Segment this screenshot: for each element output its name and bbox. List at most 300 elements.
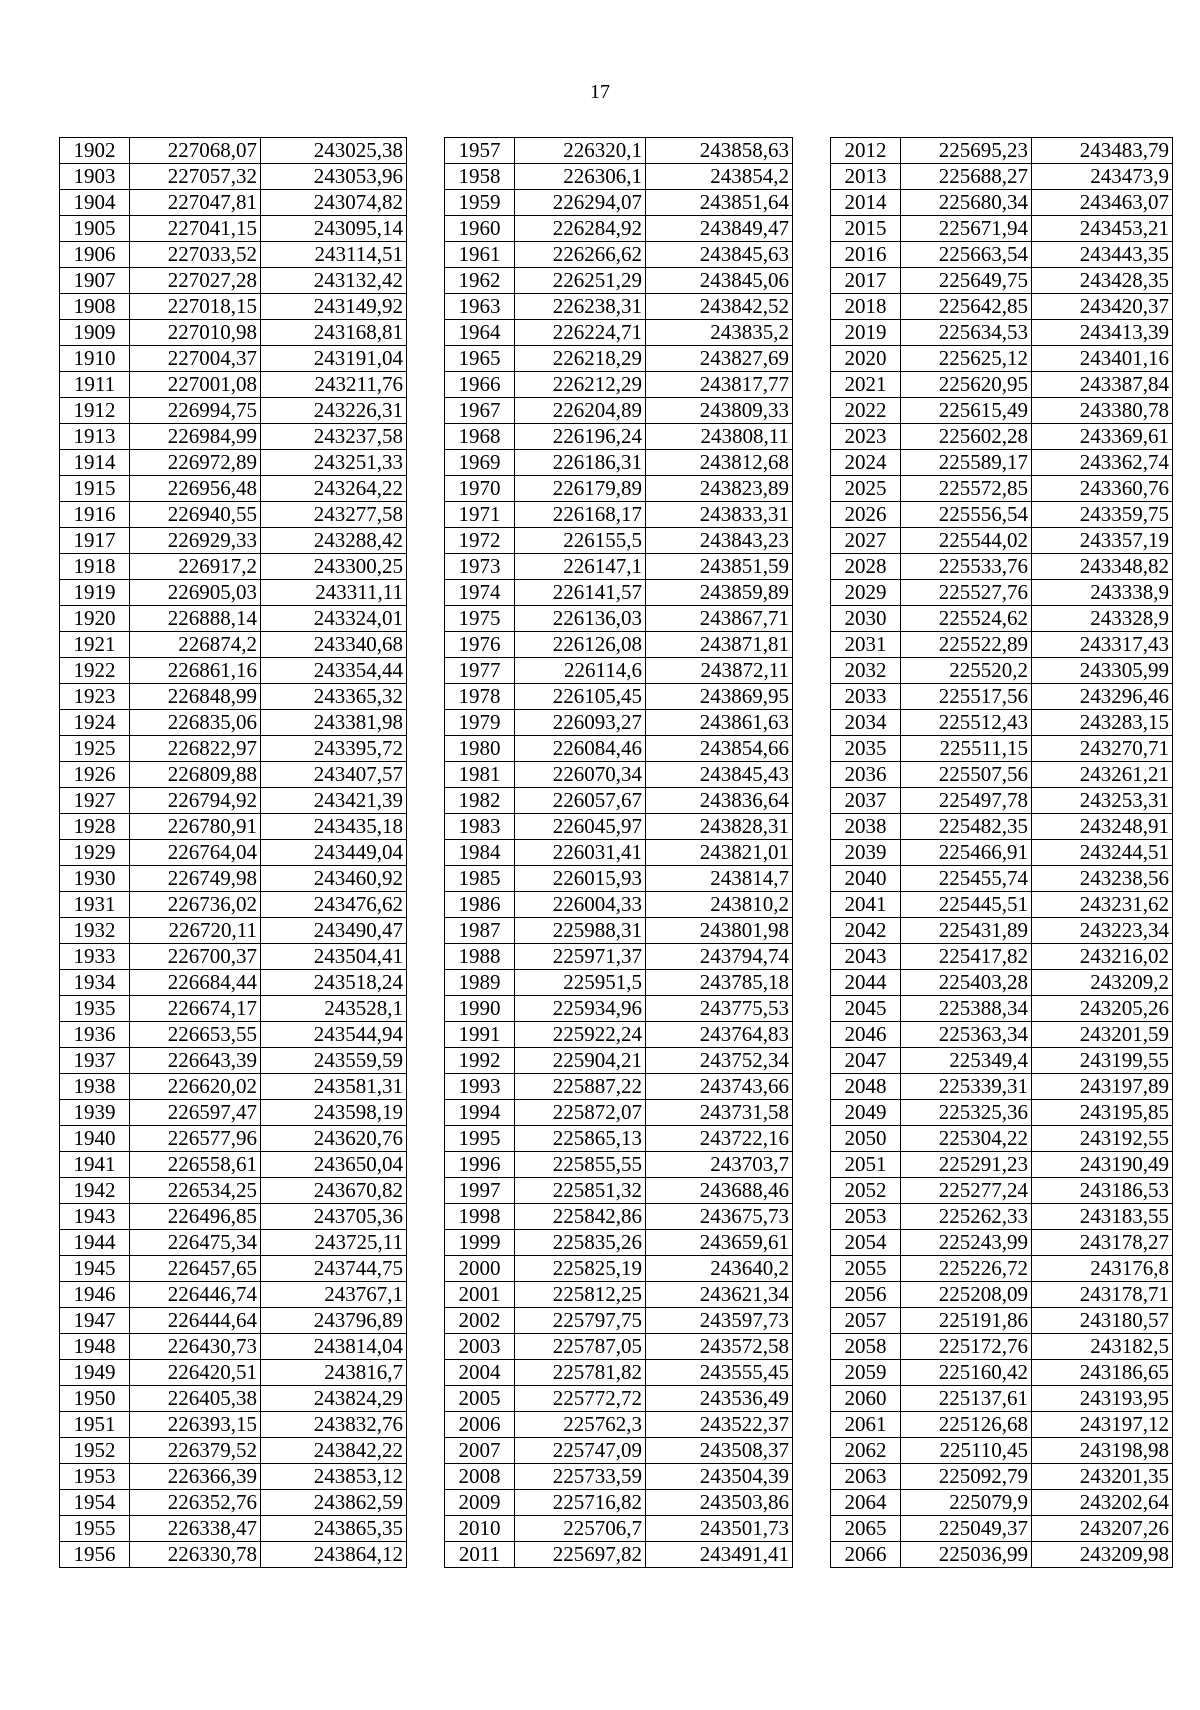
y-coordinate-cell: 243354,44 (261, 658, 407, 684)
y-coordinate-cell: 243859,89 (646, 580, 793, 606)
x-coordinate-cell: 225951,5 (515, 970, 646, 996)
x-coordinate-cell: 226070,34 (515, 762, 646, 788)
point-number-cell: 1929 (60, 840, 130, 866)
table-row (831, 580, 1173, 606)
y-coordinate-cell: 243186,65 (1032, 1360, 1173, 1386)
table-row (831, 294, 1173, 320)
x-coordinate-cell: 226984,99 (130, 424, 261, 450)
x-coordinate-cell: 226168,17 (515, 502, 646, 528)
x-coordinate-cell: 226940,55 (130, 502, 261, 528)
table-row (60, 1204, 407, 1230)
point-number-cell: 1965 (445, 346, 515, 372)
x-coordinate-cell: 226780,91 (130, 814, 261, 840)
point-number-cell: 1984 (445, 840, 515, 866)
y-coordinate-cell: 243270,71 (1032, 736, 1173, 762)
point-number-cell: 2012 (831, 138, 901, 164)
y-coordinate-cell: 243824,29 (261, 1386, 407, 1412)
y-coordinate-cell: 243851,59 (646, 554, 793, 580)
y-coordinate-cell: 243620,76 (261, 1126, 407, 1152)
x-coordinate-cell: 225126,68 (901, 1412, 1032, 1438)
x-coordinate-cell: 225520,2 (901, 658, 1032, 684)
y-coordinate-cell: 243821,01 (646, 840, 793, 866)
table-row (60, 450, 407, 476)
table-row (445, 580, 793, 606)
y-coordinate-cell: 243449,04 (261, 840, 407, 866)
point-number-cell: 1999 (445, 1230, 515, 1256)
x-coordinate-cell: 225835,26 (515, 1230, 646, 1256)
point-number-cell: 1981 (445, 762, 515, 788)
table-row (445, 1542, 793, 1568)
y-coordinate-cell: 243794,74 (646, 944, 793, 970)
y-coordinate-cell: 243348,82 (1032, 554, 1173, 580)
y-coordinate-cell: 243095,14 (261, 216, 407, 242)
table-row (831, 372, 1173, 398)
point-number-cell: 2049 (831, 1100, 901, 1126)
point-number-cell: 1922 (60, 658, 130, 684)
y-coordinate-cell: 243205,26 (1032, 996, 1173, 1022)
page-number: 17 (590, 81, 610, 103)
point-number-cell: 2038 (831, 814, 901, 840)
point-number-cell: 2022 (831, 398, 901, 424)
point-number-cell: 2018 (831, 294, 901, 320)
x-coordinate-cell: 226888,14 (130, 606, 261, 632)
point-number-cell: 1906 (60, 242, 130, 268)
point-number-cell: 2031 (831, 632, 901, 658)
y-coordinate-cell: 243522,37 (646, 1412, 793, 1438)
x-coordinate-cell: 226251,29 (515, 268, 646, 294)
point-number-cell: 1902 (60, 138, 130, 164)
y-coordinate-cell: 243231,62 (1032, 892, 1173, 918)
x-coordinate-cell: 226994,75 (130, 398, 261, 424)
x-coordinate-cell: 226929,33 (130, 528, 261, 554)
table-row (831, 814, 1173, 840)
x-coordinate-cell: 226972,89 (130, 450, 261, 476)
y-coordinate-cell: 243443,35 (1032, 242, 1173, 268)
x-coordinate-cell: 226338,47 (130, 1516, 261, 1542)
x-coordinate-cell: 226004,33 (515, 892, 646, 918)
table-row (445, 1022, 793, 1048)
point-number-cell: 1985 (445, 866, 515, 892)
y-coordinate-cell: 243201,35 (1032, 1464, 1173, 1490)
x-coordinate-cell: 227018,15 (130, 294, 261, 320)
point-number-cell: 2050 (831, 1126, 901, 1152)
y-coordinate-cell: 243407,57 (261, 762, 407, 788)
point-number-cell: 2045 (831, 996, 901, 1022)
y-coordinate-cell: 243190,49 (1032, 1152, 1173, 1178)
point-number-cell: 1903 (60, 164, 130, 190)
table-row (60, 1334, 407, 1360)
x-coordinate-cell: 226212,29 (515, 372, 646, 398)
table-row (445, 1282, 793, 1308)
table-row (60, 1152, 407, 1178)
table-row (831, 1256, 1173, 1282)
table-row (831, 1542, 1173, 1568)
table-row (445, 1516, 793, 1542)
y-coordinate-cell: 243814,04 (261, 1334, 407, 1360)
x-coordinate-cell: 225544,02 (901, 528, 1032, 554)
x-coordinate-cell: 225110,45 (901, 1438, 1032, 1464)
x-coordinate-cell: 225533,76 (901, 554, 1032, 580)
table-row (60, 1048, 407, 1074)
table-row (831, 268, 1173, 294)
table-body (445, 138, 793, 1568)
y-coordinate-cell: 243503,86 (646, 1490, 793, 1516)
x-coordinate-cell: 225589,17 (901, 450, 1032, 476)
x-coordinate-cell: 226057,67 (515, 788, 646, 814)
y-coordinate-cell: 243114,51 (261, 242, 407, 268)
x-coordinate-cell: 227033,52 (130, 242, 261, 268)
x-coordinate-cell: 226186,31 (515, 450, 646, 476)
x-coordinate-cell: 225855,55 (515, 1152, 646, 1178)
x-coordinate-cell: 226653,55 (130, 1022, 261, 1048)
point-number-cell: 1993 (445, 1074, 515, 1100)
x-coordinate-cell: 226266,62 (515, 242, 646, 268)
table-row (831, 1074, 1173, 1100)
point-number-cell: 1982 (445, 788, 515, 814)
table-row (60, 138, 407, 164)
y-coordinate-cell: 243178,27 (1032, 1230, 1173, 1256)
y-coordinate-cell: 243176,8 (1032, 1256, 1173, 1282)
x-coordinate-cell: 226720,11 (130, 918, 261, 944)
x-coordinate-cell: 226045,97 (515, 814, 646, 840)
point-number-cell: 1927 (60, 788, 130, 814)
point-number-cell: 2010 (445, 1516, 515, 1542)
point-number-cell: 2043 (831, 944, 901, 970)
point-number-cell: 1991 (445, 1022, 515, 1048)
table-row (445, 528, 793, 554)
x-coordinate-cell: 225497,78 (901, 788, 1032, 814)
y-coordinate-cell: 243191,04 (261, 346, 407, 372)
point-number-cell: 2024 (831, 450, 901, 476)
table-row (60, 814, 407, 840)
x-coordinate-cell: 225922,24 (515, 1022, 646, 1048)
point-number-cell: 1976 (445, 632, 515, 658)
table-row (60, 242, 407, 268)
x-coordinate-cell: 226496,85 (130, 1204, 261, 1230)
x-coordinate-cell: 225642,85 (901, 294, 1032, 320)
point-number-cell: 1973 (445, 554, 515, 580)
point-number-cell: 2055 (831, 1256, 901, 1282)
point-number-cell: 1917 (60, 528, 130, 554)
table-row (60, 762, 407, 788)
x-coordinate-cell: 225671,94 (901, 216, 1032, 242)
x-coordinate-cell: 226577,96 (130, 1126, 261, 1152)
x-coordinate-cell: 225747,09 (515, 1438, 646, 1464)
table-row (60, 528, 407, 554)
point-number-cell: 1936 (60, 1022, 130, 1048)
table-row (60, 580, 407, 606)
table-row (445, 684, 793, 710)
x-coordinate-cell: 225036,99 (901, 1542, 1032, 1568)
point-number-cell: 2033 (831, 684, 901, 710)
point-number-cell: 2054 (831, 1230, 901, 1256)
y-coordinate-cell: 243810,2 (646, 892, 793, 918)
point-number-cell: 2063 (831, 1464, 901, 1490)
x-coordinate-cell: 225524,62 (901, 606, 1032, 632)
y-coordinate-cell: 243360,76 (1032, 476, 1173, 502)
table-row (445, 1256, 793, 1282)
point-number-cell: 1938 (60, 1074, 130, 1100)
y-coordinate-cell: 243842,22 (261, 1438, 407, 1464)
y-coordinate-cell: 243288,42 (261, 528, 407, 554)
table-row (445, 1204, 793, 1230)
point-number-cell: 2015 (831, 216, 901, 242)
point-number-cell: 2009 (445, 1490, 515, 1516)
x-coordinate-cell: 225625,12 (901, 346, 1032, 372)
table-row (831, 944, 1173, 970)
x-coordinate-cell: 225191,86 (901, 1308, 1032, 1334)
x-coordinate-cell: 225079,9 (901, 1490, 1032, 1516)
y-coordinate-cell: 243025,38 (261, 138, 407, 164)
table-row (445, 996, 793, 1022)
point-number-cell: 2041 (831, 892, 901, 918)
y-coordinate-cell: 243835,2 (646, 320, 793, 346)
point-number-cell: 1962 (445, 268, 515, 294)
point-number-cell: 1972 (445, 528, 515, 554)
y-coordinate-cell: 243752,34 (646, 1048, 793, 1074)
x-coordinate-cell: 225522,89 (901, 632, 1032, 658)
y-coordinate-cell: 243817,77 (646, 372, 793, 398)
y-coordinate-cell: 243182,5 (1032, 1334, 1173, 1360)
point-number-cell: 1968 (445, 424, 515, 450)
table-row (445, 502, 793, 528)
point-number-cell: 1980 (445, 736, 515, 762)
table-row (831, 1126, 1173, 1152)
y-coordinate-cell: 243253,31 (1032, 788, 1173, 814)
y-coordinate-cell: 243453,21 (1032, 216, 1173, 242)
y-coordinate-cell: 243201,59 (1032, 1022, 1173, 1048)
y-coordinate-cell: 243555,45 (646, 1360, 793, 1386)
y-coordinate-cell: 243340,68 (261, 632, 407, 658)
point-number-cell: 1994 (445, 1100, 515, 1126)
x-coordinate-cell: 226114,6 (515, 658, 646, 684)
table-row (445, 1334, 793, 1360)
y-coordinate-cell: 243401,16 (1032, 346, 1173, 372)
y-coordinate-cell: 243277,58 (261, 502, 407, 528)
y-coordinate-cell: 243504,39 (646, 1464, 793, 1490)
point-number-cell: 1924 (60, 710, 130, 736)
table-row (831, 346, 1173, 372)
table-row (445, 1464, 793, 1490)
point-number-cell: 2006 (445, 1412, 515, 1438)
x-coordinate-cell: 226294,07 (515, 190, 646, 216)
y-coordinate-cell: 243862,59 (261, 1490, 407, 1516)
x-coordinate-cell: 225431,89 (901, 918, 1032, 944)
x-coordinate-cell: 225842,86 (515, 1204, 646, 1230)
table-row (445, 1308, 793, 1334)
table-row (60, 320, 407, 346)
y-coordinate-cell: 243365,32 (261, 684, 407, 710)
y-coordinate-cell: 243688,46 (646, 1178, 793, 1204)
point-number-cell: 1970 (445, 476, 515, 502)
point-number-cell: 1926 (60, 762, 130, 788)
x-coordinate-cell: 226736,02 (130, 892, 261, 918)
table-row (60, 502, 407, 528)
x-coordinate-cell: 225304,22 (901, 1126, 1032, 1152)
point-number-cell: 2021 (831, 372, 901, 398)
y-coordinate-cell: 243183,55 (1032, 1204, 1173, 1230)
y-coordinate-cell: 243328,9 (1032, 606, 1173, 632)
y-coordinate-cell: 243833,31 (646, 502, 793, 528)
table-row (60, 1126, 407, 1152)
y-coordinate-cell: 243722,16 (646, 1126, 793, 1152)
table-row (445, 1438, 793, 1464)
y-coordinate-cell: 243528,1 (261, 996, 407, 1022)
point-number-cell: 2040 (831, 866, 901, 892)
table-row (831, 918, 1173, 944)
table-row (60, 1022, 407, 1048)
point-number-cell: 1955 (60, 1516, 130, 1542)
x-coordinate-cell: 227068,07 (130, 138, 261, 164)
table-row (445, 1230, 793, 1256)
x-coordinate-cell: 225934,96 (515, 996, 646, 1022)
table-row (831, 138, 1173, 164)
point-number-cell: 1937 (60, 1048, 130, 1074)
point-number-cell: 1992 (445, 1048, 515, 1074)
y-coordinate-cell: 243490,47 (261, 918, 407, 944)
x-coordinate-cell: 225971,37 (515, 944, 646, 970)
table-row (831, 1438, 1173, 1464)
table-row (445, 164, 793, 190)
point-number-cell: 1940 (60, 1126, 130, 1152)
y-coordinate-cell: 243849,47 (646, 216, 793, 242)
point-number-cell: 1912 (60, 398, 130, 424)
table-row (60, 1282, 407, 1308)
x-coordinate-cell: 226446,74 (130, 1282, 261, 1308)
y-coordinate-cell: 243559,59 (261, 1048, 407, 1074)
y-coordinate-cell: 243491,41 (646, 1542, 793, 1568)
point-number-cell: 1997 (445, 1178, 515, 1204)
table-row (445, 294, 793, 320)
x-coordinate-cell: 226430,73 (130, 1334, 261, 1360)
x-coordinate-cell: 226597,47 (130, 1100, 261, 1126)
y-coordinate-cell: 243197,12 (1032, 1412, 1173, 1438)
x-coordinate-cell: 225507,56 (901, 762, 1032, 788)
y-coordinate-cell: 243871,81 (646, 632, 793, 658)
point-number-cell: 1907 (60, 268, 130, 294)
point-number-cell: 2052 (831, 1178, 901, 1204)
x-coordinate-cell: 226822,97 (130, 736, 261, 762)
x-coordinate-cell: 225762,3 (515, 1412, 646, 1438)
y-coordinate-cell: 243845,43 (646, 762, 793, 788)
point-number-cell: 2051 (831, 1152, 901, 1178)
point-number-cell: 1953 (60, 1464, 130, 1490)
table-row (60, 918, 407, 944)
point-number-cell: 1958 (445, 164, 515, 190)
table-row (445, 658, 793, 684)
y-coordinate-cell: 243211,76 (261, 372, 407, 398)
point-number-cell: 2060 (831, 1386, 901, 1412)
point-number-cell: 2032 (831, 658, 901, 684)
y-coordinate-cell: 243796,89 (261, 1308, 407, 1334)
y-coordinate-cell: 243197,89 (1032, 1074, 1173, 1100)
x-coordinate-cell: 226204,89 (515, 398, 646, 424)
y-coordinate-cell: 243845,63 (646, 242, 793, 268)
table-row (831, 970, 1173, 996)
x-coordinate-cell: 225572,85 (901, 476, 1032, 502)
y-coordinate-cell: 243296,46 (1032, 684, 1173, 710)
point-number-cell: 2025 (831, 476, 901, 502)
x-coordinate-cell: 225695,23 (901, 138, 1032, 164)
x-coordinate-cell: 226643,39 (130, 1048, 261, 1074)
point-number-cell: 1974 (445, 580, 515, 606)
y-coordinate-cell: 243536,49 (646, 1386, 793, 1412)
y-coordinate-cell: 243744,75 (261, 1256, 407, 1282)
x-coordinate-cell: 225663,54 (901, 242, 1032, 268)
x-coordinate-cell: 226084,46 (515, 736, 646, 762)
table-body (831, 138, 1173, 1568)
table-row (60, 866, 407, 892)
table-row (831, 684, 1173, 710)
point-number-cell: 2016 (831, 242, 901, 268)
table-row (831, 554, 1173, 580)
y-coordinate-cell: 243199,55 (1032, 1048, 1173, 1074)
x-coordinate-cell: 225277,24 (901, 1178, 1032, 1204)
y-coordinate-cell: 243380,78 (1032, 398, 1173, 424)
point-number-cell: 2000 (445, 1256, 515, 1282)
table-row (445, 372, 793, 398)
y-coordinate-cell: 243357,19 (1032, 528, 1173, 554)
point-number-cell: 1964 (445, 320, 515, 346)
point-number-cell: 1925 (60, 736, 130, 762)
point-number-cell: 1949 (60, 1360, 130, 1386)
table-row (445, 606, 793, 632)
y-coordinate-cell: 243428,35 (1032, 268, 1173, 294)
point-number-cell: 2028 (831, 554, 901, 580)
point-number-cell: 2035 (831, 736, 901, 762)
x-coordinate-cell: 225339,31 (901, 1074, 1032, 1100)
table-row (445, 190, 793, 216)
table-row (831, 710, 1173, 736)
point-number-cell: 2004 (445, 1360, 515, 1386)
x-coordinate-cell: 226105,45 (515, 684, 646, 710)
x-coordinate-cell: 227047,81 (130, 190, 261, 216)
table-row (831, 658, 1173, 684)
y-coordinate-cell: 243842,52 (646, 294, 793, 320)
point-number-cell: 1967 (445, 398, 515, 424)
table-row (60, 1516, 407, 1542)
point-number-cell: 2044 (831, 970, 901, 996)
x-coordinate-cell: 225602,28 (901, 424, 1032, 450)
table-row (60, 398, 407, 424)
table-row (831, 502, 1173, 528)
x-coordinate-cell: 226320,1 (515, 138, 646, 164)
y-coordinate-cell: 243814,7 (646, 866, 793, 892)
table-row (445, 268, 793, 294)
point-number-cell: 2039 (831, 840, 901, 866)
y-coordinate-cell: 243659,61 (646, 1230, 793, 1256)
table-row (445, 1412, 793, 1438)
x-coordinate-cell: 226684,44 (130, 970, 261, 996)
y-coordinate-cell: 243216,02 (1032, 944, 1173, 970)
x-coordinate-cell: 226093,27 (515, 710, 646, 736)
y-coordinate-cell: 243809,33 (646, 398, 793, 424)
y-coordinate-cell: 243869,95 (646, 684, 793, 710)
point-number-cell: 1959 (445, 190, 515, 216)
table-row (831, 424, 1173, 450)
point-number-cell: 2027 (831, 528, 901, 554)
point-number-cell: 2002 (445, 1308, 515, 1334)
table-row (445, 762, 793, 788)
y-coordinate-cell: 243317,43 (1032, 632, 1173, 658)
table-row (831, 840, 1173, 866)
table-row (60, 736, 407, 762)
x-coordinate-cell: 227010,98 (130, 320, 261, 346)
x-coordinate-cell: 225137,61 (901, 1386, 1032, 1412)
table-row (445, 814, 793, 840)
table-row (831, 528, 1173, 554)
table-row (60, 1230, 407, 1256)
